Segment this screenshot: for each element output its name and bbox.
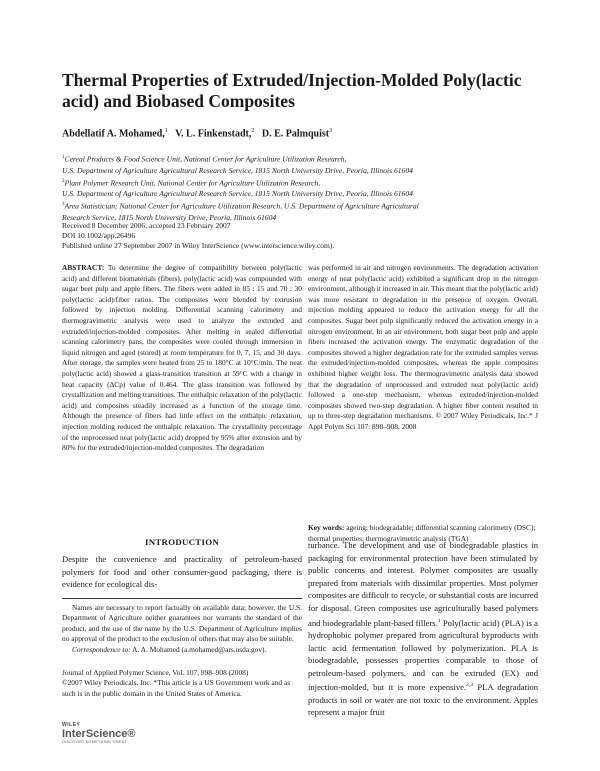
published-online: Published online 27 September 2007 in Wiley InterScience (www.interscience.wiley.com). xyxy=(62,241,335,250)
introduction-text: turbance. The development and use of biodegradable plastics in packaging for environmental protection have been stimulated by public concerns and interest. Polymer composites are usually prepared from materials with dissimilar properties. Most polymer composites are difficult to recycle, or substantial costs are incurred for disposal. Green composites use agriculturally based polymers and biodegradable plant-based fillers. xyxy=(308,540,538,628)
affiliation-line xyxy=(62,188,538,199)
keywords-label: Key words: xyxy=(308,523,345,532)
affiliation-mark: 3 xyxy=(62,202,65,208)
affiliation-mark: 1 xyxy=(62,155,65,160)
affiliation-text: U.S. Department of Agriculture Agricultural Research Service, 1815 North University Drive, Peoria, Illinois 61604 xyxy=(62,165,413,175)
affiliations xyxy=(62,152,538,223)
copyright-notice: ©2007 Wiley Periodicals, Inc. *This article is a US Government work and as such is in the public domain in the United States of America. xyxy=(62,678,291,698)
introduction-left-text: Despite the convenience and practicality of petroleum-based polymers for food and other consumer-good packaging, there is evidence for ecological dis- xyxy=(62,554,302,590)
keywords-text: ageing; biodegradable; differential scanning calorimetry (DSC); thermal properties; thermogravimetric analysis (TGA) xyxy=(308,523,536,543)
affiliation-text: Area Statistician; National Center for Agriculture Utilization Research, U.S. Department of Agriculture Agricultural xyxy=(64,201,419,211)
affiliation-line xyxy=(62,199,538,212)
correspondence-text: A. A. Mohamed (a.mohamed@ars.usda.gov). xyxy=(130,644,267,654)
logo-wiley: WILEY xyxy=(62,722,81,728)
abstract-text: To determine the degree of compatibility between poly(lactic acid) and different biomaterials (fibers), poly(lactic acid) was compounded with sugar beet pulp and apple fibers. The fibers were added in 85 : 15 and 70 : 30 poly(lactic acid)/fiber ratios. The composites were blended by extrusion followed by injection molding. Differential scanning calorimetry and thermogravimetric analysis were used to analyze the extruded and extruded/injection-molded composites. After melting in sealed differential scanning calorimetry pans, the composites were cooled through immersion in liquid nitrogen and aged (stored) at room temperature for 0, 7, 15, and 30 days. After storage, the samples were heated from 25 to 180°C at 10°C/min. The neat poly(lactic acid) showed a glass-transition transition at 59°C with a change in heat capacity (ΔCp) value of 0.464. The glass transition was followed by crystallization and melting transitions. The enthalpic relaxation of the poly(lactic acid) and composites steadily increased as a function of the storage time. Although the presence of fibers had little effect on the enthalpic relaxation, injection molding reduced the enthalpic relaxation. The crystallinity percentage of the unprocessed neat poly(lactic acid) dropped by 95% after extrusion and by 80% for the extruded/injection-molded composites. The degradation xyxy=(62,263,303,453)
correspondence-label: Correspondence to: xyxy=(72,644,131,654)
author-mark: 1 xyxy=(164,128,168,134)
journal-info xyxy=(62,668,302,699)
affiliation-line xyxy=(62,176,538,189)
affiliation-mark: 2 xyxy=(62,178,65,184)
section-heading-introduction: INTRODUCTION xyxy=(145,537,219,547)
affiliation-text: U.S. Department of Agriculture Agricultural Research Service, 1815 North University Drive, Peoria, Illinois 61604 xyxy=(62,189,413,199)
affiliation-text: Cereal Products & Food Science Unit, National Center for Agriculture Utilization Research, xyxy=(64,154,347,164)
abstract-right-column xyxy=(308,263,538,433)
abstract-label: ABSTRACT: xyxy=(62,263,105,272)
wiley-interscience-logo xyxy=(62,722,172,752)
introduction-right-column xyxy=(308,539,538,719)
introduction-text: Poly(lactic acid) (PLA) is a hydrophobic polymer prepared from agricultural byproducts with lactic acid fermentation followed by polymerization. PLA is biodegradable, possesses properties comparable to those of petroleum-based polymers, and can be extruded (EX) and injection-molded, but it is more expensive. xyxy=(308,617,538,693)
logo-tagline: DISCOVER SOMETHING GREAT xyxy=(62,740,127,744)
introduction-text: PLA degradation products in soil or water are not toxic to the environment. Apples represent a major fruit xyxy=(308,682,538,718)
abstract-left-column xyxy=(62,263,302,454)
author-name: V. L. Finkenstadt, xyxy=(175,128,252,140)
logo-interscience: InterScience® xyxy=(62,728,136,740)
author-name: Abdellatif A. Mohamed, xyxy=(62,128,165,140)
citation-ref: 2,3 xyxy=(466,682,474,689)
affiliation-text: Plant Polymer Research Unit, National Center for Agriculture Utilization Research, xyxy=(64,178,321,188)
author-mark: 2 xyxy=(251,128,255,134)
author-name: D. E. Palmquist xyxy=(261,128,330,140)
affiliation-text: Research Service, 1815 North University Drive, Peoria, Illinois 61604 xyxy=(62,212,277,222)
citation-ref: 1 xyxy=(437,617,441,624)
affiliation-line xyxy=(62,165,538,176)
author-mark: 3 xyxy=(329,128,333,134)
footnote-divider xyxy=(62,598,302,599)
journal-citation: Journal of Applied Polymer Science, Vol. 107, 898–908 (2008) xyxy=(62,668,249,677)
author-list xyxy=(62,128,532,139)
paper-title: Thermal Properties of Extruded/Injection-Molded Poly(lactic acid) and Biobased Composites xyxy=(62,70,522,111)
abstract-text-continued: was performed in air and nitrogen environments. The degradation activation energy of neat poly(lactic acid) exhibited a significant drop in the nitrogen environment, although it increased in air. This meant that the poly(lactic acid) was more resistant to degradation in the presence of oxygen. Overall, injection molding appeared to reduce the activation energy for all the composites. Sugar beet pulp significantly reduced the activation energy in a nitrogen environment. In an air environment, both sugar beet pulp and apple fibers increased the activation energy. The enzymatic degradation of the composites showed a higher degradation rate for the extruded samples versus the extruded/injection-molded composites, whereas the apple composites exhibited higher weight loss. The thermogravimetric analysis data showed that the degradation of unprocessed and extruded neat poly(lactic acid) followed a one-step mechanism, whereas extruded/injection-molded composites showed two-step degradation. A higher fiber content resulted in up to three-step degradation mechanisms. © 2007 Wiley Periodicals, Inc.* J Appl Polym Sci 107: 898–908, 2008 xyxy=(308,263,538,431)
correspondence xyxy=(62,645,302,655)
disclaimer-text: Names are necessary to report factually on available data; however, the U.S. Department of Agriculture neither guarantees nor warrants the standard of the product, and the use of the name by the U.S. Department of Agriculture implies no approval of the product to the exclusion of others that may also be suitable. xyxy=(62,603,302,644)
footnote xyxy=(62,603,302,655)
affiliation-line xyxy=(62,152,538,165)
publication-history xyxy=(62,221,538,251)
doi: DOI 10.1002/app.26496 xyxy=(62,231,136,240)
received-date: Received 8 December 2006; accepted 23 February 2007 xyxy=(62,221,231,230)
